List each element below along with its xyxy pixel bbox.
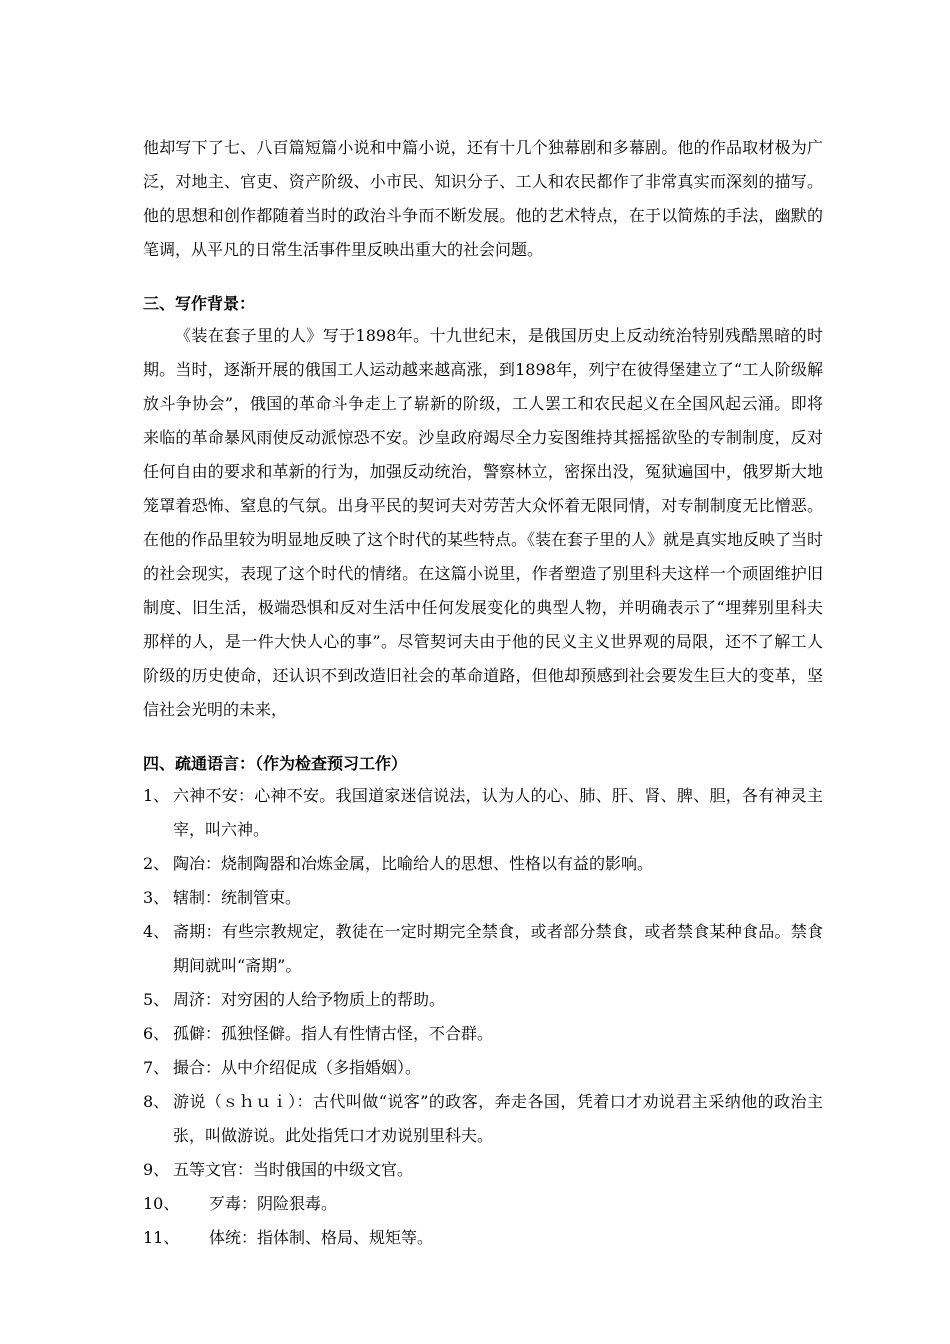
vocab-item-number: 11、 xyxy=(143,1228,180,1247)
vocab-item-number: 4、 xyxy=(143,922,170,941)
vocab-item xyxy=(143,1153,823,1187)
vocab-item-number: 6、 xyxy=(143,1024,170,1043)
vocab-item-text: 歹毒：阴险狠毒。 xyxy=(209,1194,338,1213)
intro-paragraph: 他却写下了七、八百篇短篇小说和中篇小说，还有十几个独幕剧和多幕剧。他的作品取材极为广泛，对地主、官吏、资产阶级、小市民、知识分子、工人和农民都作了非常真实而深刻的描写。他的思想和创作都随着当时的政治斗争而不断发展。他的艺术特点，在于以简炼的手法，幽默的笔调，从平凡的日常生活事件里反映出重大的社会问题。 xyxy=(143,138,823,259)
section-spacer xyxy=(143,727,823,749)
vocab-item xyxy=(143,779,823,847)
vocab-heading: 四、疏通语言：（作为检查预习工作） xyxy=(143,754,408,773)
vocab-item-number: 2、 xyxy=(143,854,170,873)
vocab-item-text: 辖制：统制管束。 xyxy=(173,888,302,907)
vocab-item xyxy=(143,983,823,1017)
vocab-item xyxy=(143,1221,823,1255)
vocab-item xyxy=(143,881,823,915)
background-paragraph: 《装在套子里的人》写于1898年。十九世纪末，是俄国历史上反动统治特别残酷黑暗的时期。当时，逐渐开展的俄国工人运动越来越高涨，到1898年，列宁在彼得堡建立了“工人阶级解放斗争协会”，俄国的革命斗争走上了崭新的阶级，工人罢工和农民起义在全国风起云涌。即将来临的革命暴风雨使反动派惊恐不安。沙皇政府竭尽全力妄图维持其摇摇欲坠的专制制度，反对任何自由的要求和革新的行为，加强反动统治，警察林立，密探出没，冤狱遍国中，俄罗斯大地笼罩着恐怖、窒息的气氛。出身平民的契诃夫对劳苦大众怀着无限同情，对专制制度无比憎恶。在他的作品里较为明显地反映了这个时代的某些特点。《装在套子里的人》就是真实地反映了当时的社会现实，表现了这个时代的情绪。在这篇小说里，作者塑造了别里科夫这样一个顽固维护旧制度、旧生活，极端恐惧和反对生活中任何发展变化的典型人物，并明确表示了“埋葬别里科夫那样的人，是一件大快人心的事”。尽管契诃夫由于他的民义主义世界观的局限，还不了解工人阶级的历史使命，还认识不到改造旧社会的革命道路，但他却预感到社会要发生巨大的变革，坚信社会光明的未来， xyxy=(143,326,824,719)
section-spacer xyxy=(143,267,823,289)
vocab-item-number: 10、 xyxy=(143,1194,180,1213)
vocab-item-number: 8、 xyxy=(143,1092,170,1111)
vocab-item-text: 斋期：有些宗教规定，教徒在一定时期完全禁食，或者部分禁食，或者禁食某种食品。禁食期间就叫“斋期”。 xyxy=(173,922,823,975)
vocab-item-text: 五等文官：当时俄国的中级文官。 xyxy=(173,1160,414,1179)
vocab-item-number: 5、 xyxy=(143,990,170,1009)
document-content xyxy=(143,131,823,1255)
vocab-item xyxy=(143,1085,823,1153)
vocab-item-text: 周济：对穷困的人给予物质上的帮助。 xyxy=(173,990,446,1009)
vocab-item xyxy=(143,915,823,983)
vocab-item xyxy=(143,847,823,881)
background-heading: 三、写作背景： xyxy=(143,294,256,313)
vocab-item-text: 孤僻：孤独怪僻。指人有性情古怪，不合群。 xyxy=(173,1024,494,1043)
vocab-item xyxy=(143,1187,823,1221)
vocab-item-text: 体统：指体制、格局、规矩等。 xyxy=(209,1228,434,1247)
vocab-item-number: 1、 xyxy=(143,786,170,805)
vocab-item xyxy=(143,1051,823,1085)
vocab-list xyxy=(143,779,823,1255)
vocab-item-text: 撮合：从中介绍促成（多指婚姻）。 xyxy=(173,1058,422,1077)
vocab-item-number: 7、 xyxy=(143,1058,170,1077)
vocab-item-number: 3、 xyxy=(143,888,170,907)
vocab-item xyxy=(143,1017,823,1051)
vocab-item-text: 六神不安：心神不安。我国道家迷信说法，认为人的心、肺、肝、肾、脾、胆，各有神灵主宰，叫六神。 xyxy=(173,786,823,839)
vocab-item-text: 游说（ｓｈｕｉ）：古代叫做“说客”的政客，奔走各国，凭着口才劝说君主采纳他的政治主张，叫做游说。此处指凭口才劝说别里科夫。 xyxy=(173,1092,823,1145)
vocab-item-number: 9、 xyxy=(143,1160,170,1179)
vocab-item-text: 陶冶：烧制陶器和冶炼金属，比喻给人的思想、性格以有益的影响。 xyxy=(173,854,654,873)
